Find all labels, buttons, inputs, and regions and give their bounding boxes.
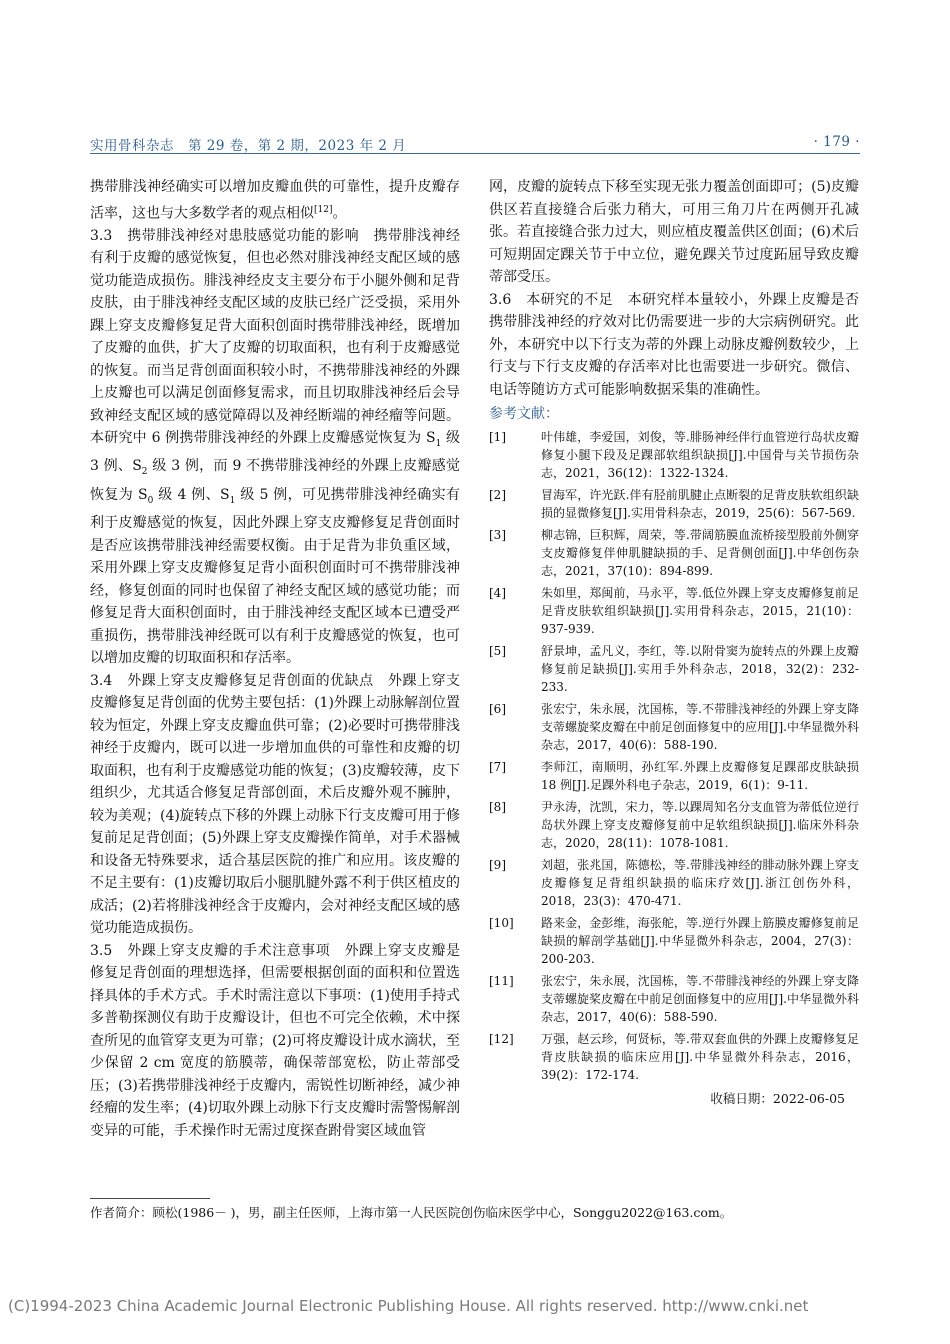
- reference-text: 舒景坤，孟凡义，李红，等.以附骨窦为旋转点的外踝上皮瓣修复前足缺损[J].实用手外科杂志，2018，32(2)：232-233.: [541, 643, 859, 694]
- reference-text: 万强，赵云珍，何贤标，等.带双套血供的外踝上皮瓣修复足背皮肤缺损的临床应用[J].中华显微外科杂志，2016，39(2)：172-174.: [541, 1031, 859, 1082]
- reference-item: [489, 972, 859, 1026]
- reference-number: [4]: [489, 585, 506, 600]
- reference-number: [10]: [489, 915, 514, 930]
- reference-number: [1]: [489, 429, 506, 444]
- reference-text: 李师江，南顺明，孙红军.外踝上皮瓣修复足踝部皮肤缺损 18 例[J].足踝外科电子杂志，2019，6(1)：9-11.: [541, 759, 859, 792]
- reference-number: [6]: [489, 701, 506, 716]
- reference-item: [489, 486, 859, 522]
- reference-item: [489, 798, 859, 852]
- section-3-6: 3.6 本研究的不足 本研究样本量较小，外踝上皮瓣是否携带腓浅神经的疗效对比仍需要进一步的大宗病例研究。此外，本研究中以下行支为蒂的外踝上动脉皮瓣例数较少，上行支与下行支皮瓣的存活率对比也需要进一步研究。微信、电话等随访方式可能影响数据采集的准确性。: [489, 291, 860, 398]
- right-column: [489, 176, 859, 1110]
- section-3-5-title: 3.5 外踝上穿支皮瓣的手术注意事项: [90, 942, 331, 959]
- section-3-3-title: 3.3 携带腓浅神经对患肢感觉功能的影响: [90, 227, 360, 244]
- reference-text: 叶伟雄，李爱国，刘俊，等.腓肠神经伴行血管逆行岛状皮瓣修复小腿下段及足踝部软组织缺损[J].中国骨与关节损伤杂志，2021，36(12)：1322-1324.: [541, 429, 859, 480]
- reference-number: [9]: [489, 857, 506, 872]
- reference-number: [3]: [489, 527, 506, 542]
- reference-item: [489, 856, 859, 910]
- section-3-6-title: 3.6 本研究的不足: [489, 291, 614, 308]
- reference-text: 路来金，金彭维，海张舵，等.逆行外踝上筋膜皮瓣修复前足缺损的解剖学基础[J].中华显微外科杂志，2004，27(3)：200-203.: [541, 915, 859, 966]
- copyright-footer: (C)1994-2023 China Academic Journal Electronic Publishing House. All rights reserved. http://www.cnki.net: [8, 1297, 809, 1315]
- header-rule: [90, 153, 860, 154]
- reference-item: [489, 526, 859, 580]
- reference-text: 张宏宁，朱永展，沈国栋，等.不带腓浅神经的外踝上穿支降支蒂螺旋桨皮瓣在中前足创面修复中的应用[J].中华显微外科杂志，2017，40(6)：588-190.: [541, 701, 859, 752]
- received-date: 收稿日期：2022-06-05: [710, 1090, 845, 1106]
- reference-list: [489, 428, 859, 1084]
- reference-item: [489, 584, 859, 638]
- reference-text: 朱如里，郑闽前，马永平，等.低位外踝上穿支皮瓣修复前足足背皮肤软组织缺损[J].实用骨科杂志，2015，21(10)：937-939.: [541, 585, 859, 636]
- journal-info: 实用骨科杂志 第 29 卷，第 2 期，2023 年 2 月: [90, 138, 407, 154]
- reference-number: [2]: [489, 487, 506, 502]
- reference-number: [7]: [489, 759, 506, 774]
- footnote-divider: [90, 1198, 210, 1199]
- reference-item: [489, 642, 859, 696]
- page-number: · 179 ·: [813, 134, 860, 150]
- reference-text: 尹永涛，沈凯，宋力，等.以踝周知名分支血管为蒂低位逆行岛状外踝上穿支皮瓣修复前中足软组织缺损[J].临床外科杂志，2020，28(11)：1078-1081.: [541, 799, 859, 850]
- reference-number: [8]: [489, 799, 506, 814]
- reference-number: [11]: [489, 973, 514, 988]
- section-3-5-continued: 网，皮瓣的旋转点下移至实现无张力覆盖创面即可；(5)皮瓣供区若直接缝合后张力稍大，可用三角刀片在两侧开孔减张。若直接缝合张力过大，则应植皮覆盖供区创面；(6)术后可短期固定踝关节于中立位，避免踝关节过度跖屈导致皮瓣蒂部受压。: [489, 179, 859, 285]
- reference-item: [489, 758, 859, 794]
- reference-number: [5]: [489, 643, 506, 658]
- reference-item: [489, 700, 859, 754]
- left-column: [90, 176, 460, 1142]
- reference-text: 冒海军，许光跃.伴有胫前肌腱止点断裂的足背皮肤软组织缺损的显微修复[J].实用骨科杂志，2019，25(6)：567-569.: [541, 487, 859, 520]
- reference-item: [489, 428, 859, 482]
- reference-text: 柳志锦，巨积辉，周荣，等.带阔筋膜血流桥接型股前外侧穿支皮瓣修复伴伸肌腱缺损的手、足背侧创面[J].中华创伤杂志，2021，37(10)：894-899.: [541, 527, 859, 578]
- section-3-3: 3.3 携带腓浅神经对患肢感觉功能的影响 携带腓浅神经有利于皮瓣的感觉恢复，但也必然对腓浅神经支配区域的感觉功能造成损伤。腓浅神经皮支主要分布于小腿外侧和足背皮肤，由于腓浅神经支配区域的皮肤已经广泛受损，采用外踝上穿支皮瓣修复足背大面积创面时携带腓浅神经，既增加了皮瓣的血供，扩大了皮瓣的切取面积，也有利于皮瓣感觉的恢复。而当足背创面面积较小时，不携带腓浅神经的外踝上皮瓣也可以满足创面修复需求，而且切取腓浅神经后会导致神经支配区域的感觉障碍以及神经断端的神经瘤等问题。本研究中 6 例携带腓浅神经的外踝上皮瓣感觉恢复为 $S_1$ 级 3 例、$S_2$ 级 3 例，而 9 不携带腓浅神经的外踝上皮瓣感觉恢复为 $S_0$ 级 4 例、$S_1$ 级 5 例，可见携带腓浅神经确实有利于皮瓣感觉的恢复，因此外踝上穿支皮瓣修复足背创面时是否应该携带腓浅神经需要权衡。由于足背为非负重区域，采用外踝上穿支皮瓣修复足背小面积创面时可不携带腓浅神经，修复创面的同时也保留了神经支配区域的感觉功能；而修复足背大面积创面时，由于腓浅神经支配区域本已遭受严重损伤，携带腓浅神经既可以有利于皮瓣感觉的恢复，也可以增加皮瓣的切取面积和存活率。: [90, 227, 461, 667]
- running-header: [90, 134, 860, 154]
- section-3-4-title: 3.4 外踝上穿支皮瓣修复足背创面的优缺点: [90, 672, 374, 689]
- references-title: 参考文献：: [489, 406, 559, 422]
- intro-paragraph: 携带腓浅神经确实可以增加皮瓣血供的可靠性，提升皮瓣存活率，这也与大多数学者的观点相似[12]。: [90, 179, 460, 222]
- reference-text: 张宏宁，朱永展，沈国栋，等.不带腓浅神经的外踝上穿支降支蒂螺旋桨皮瓣在中前足创面修复中的应用[J].中华显微外科杂志，2017，40(6)：588-590.: [541, 973, 859, 1024]
- author-note: 作者简介：顾松(1986－ )，男，副主任医师，上海市第一人民医院创伤临床医学中心，Songgu2022@163.com。: [90, 1205, 733, 1220]
- section-3-4: 3.4 外踝上穿支皮瓣修复足背创面的优缺点 外踝上穿支皮瓣修复足背创面的优势主要包括：(1)外踝上动脉解剖位置较为恒定，外踝上穿支皮瓣血供可靠；(2)必要时可携带腓浅神经于皮瓣内，既可以进一步增加血供的可靠性和皮瓣的切取面积，也有利于皮瓣感觉功能的恢复；(3)皮瓣较薄，皮下组织少，尤其适合修复足背部创面，术后皮瓣外观不臃肿，较为美观；(4)旋转点下移的外踝上动脉下行支皮瓣可用于修复前足足背创面；(5)外踝上穿支皮瓣操作简单，对手术器械和设备无特殊要求，适合基层医院的推广和应用。该皮瓣的不足主要有：(1)皮瓣切取后小腿肌腱外露不利于供区植皮的成活；(2)若将腓浅神经含于皮瓣内，会对神经支配区域的感觉功能造成损伤。: [90, 672, 461, 937]
- section-3-5: 3.5 外踝上穿支皮瓣的手术注意事项 外踝上穿支皮瓣是修复足背创面的理想选择，但需要根据创面的面积和位置选择具体的手术方式。手术时需注意以下事项：(1)使用手持式多普勒探测仪有助于皮瓣设计，但也不可完全依赖，术中探查所见的血管穿支更为可靠；(2)可将皮瓣设计成水滴状，至少保留 2 cm 宽度的筋膜蒂，确保蒂部宽松，防止蒂部受压；(3)若携带腓浅神经于皮瓣内，需锐性切断神经，减少神经瘤的发生率；(4)切取外踝上动脉下行支皮瓣时需警惕解剖变异的可能，手术操作时无需过度探查跗骨窦区域血管: [90, 942, 461, 1139]
- reference-text: 刘超，张兆国，陈德松，等.带腓浅神经的腓动脉外踝上穿支皮瓣修复足背组织缺损的临床疗效[J].浙江创伤外科，2018，23(3)：470-471.: [541, 857, 859, 908]
- reference-number: [12]: [489, 1031, 514, 1046]
- reference-item: [489, 914, 859, 968]
- reference-item: [489, 1030, 859, 1084]
